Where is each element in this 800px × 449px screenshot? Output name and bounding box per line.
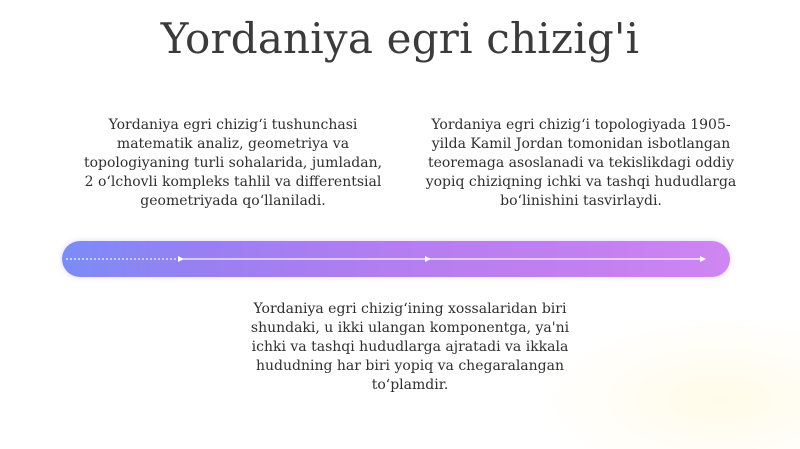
paragraph-left: Yordaniya egri chizigʻi tushunchasi matematik analiz, geometriya va topologiyaning turli sohalarida, jumladan, 2 oʻlchovli kompleks tahlil va differentsial geometriyada qoʻllaniladi. — [83, 117, 383, 209]
timeline-arrow-2-icon — [425, 256, 431, 262]
timeline-arrow-1-icon — [178, 256, 184, 262]
paragraph-bottom: Yordaniya egri chizigʻining xossalaridan biri shundaki, u ikki ulangan komponentga, ya'ni ichki va tashqi hududlarga ajratadi va ikkala hududning har biri yopiq va chegaralangan toʻplamdir. — [250, 301, 570, 393]
slide-title: Yordaniya egri chizig'i — [160, 14, 640, 63]
timeline-arrow-3-icon — [700, 256, 706, 262]
paragraph-right: Yordaniya egri chizigʻi topologiyada 1905-yilda Kamil Jordan tomonidan isbotlangan teoremaga asoslanadi va tekislikdagi oddiy yopiq chiziqning ichki va tashqi hududlarga boʻlinishini tasvirlaydi. — [425, 117, 737, 209]
timeline-line — [62, 241, 730, 277]
